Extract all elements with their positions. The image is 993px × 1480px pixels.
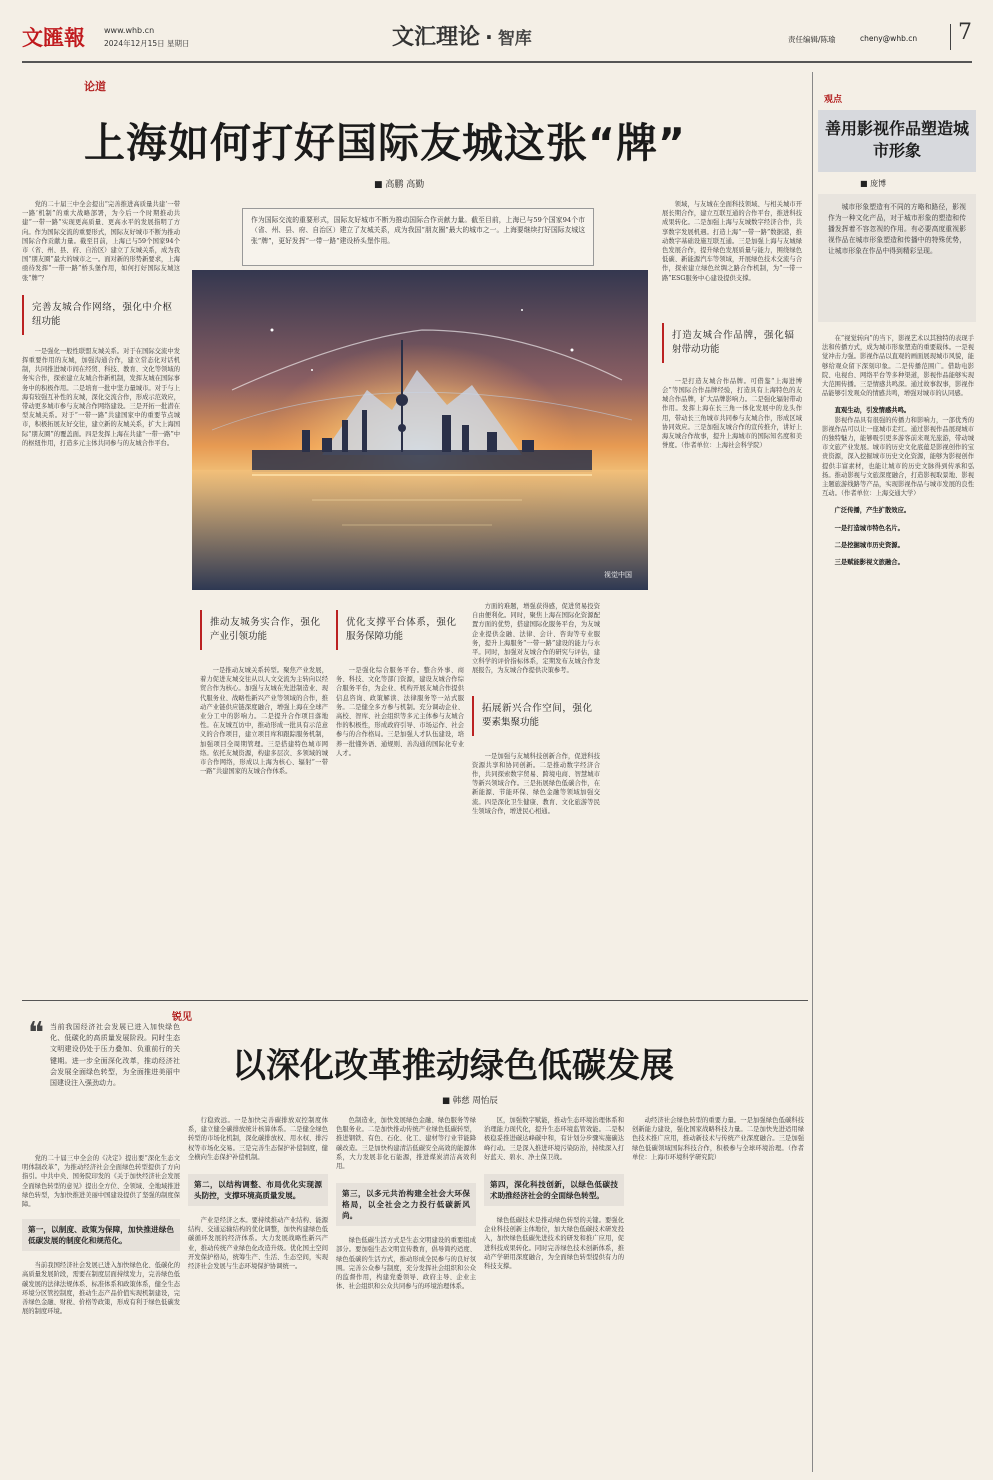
article1-subhead-1: 完善友城合作网络，强化中介枢纽功能 — [22, 295, 180, 335]
page-number: 7 — [958, 20, 972, 45]
article3-col1 — [22, 1154, 180, 1472]
article2-intro: 城市形象塑造有不同的方略和路径，影视作为一种文化产品，对于城市形象的塑造和传播发挥着不容忽视的作用。有必要高度重视影视作品在城市形象塑造和传播中的特殊优势，让城市形象在作品中得到精彩呈现。 — [828, 203, 966, 255]
masthead-editor: 责任编辑/陈瑜 — [788, 35, 836, 44]
article-green-development — [22, 1004, 808, 1474]
article2-title-box — [818, 110, 976, 172]
article3-lead: 当前我国经济社会发展已进入加快绿色化、低碳化的高质量发展阶段。同时生态文明建设仍处于压力叠加、负重前行的关键期。进一步全面深化改革，推动经济社会发展全面绿色转型，为全面推进美丽中国建设注入强劲动力。 — [50, 1023, 180, 1088]
article3-col5-body: 动经济社会绿色转型的重要力量。一是加强绿色低碳科技创新能力建设，强化国家战略科技力量。二是加快先进适用绿色技术推广应用，推动新技术与传统产业深度融合。三是加强绿色低碳领域国际科技合作，积极参与全球环境治理。（作者单位：上海市环境科学研究院） — [632, 1117, 804, 1161]
section-divider — [22, 1000, 808, 1001]
article1-col4 — [472, 602, 600, 982]
article3-col2 — [188, 1116, 328, 1472]
article1-col3 — [336, 602, 464, 982]
article1-title: 上海如何打好国际友城这张“牌” — [84, 119, 686, 167]
masthead-url[interactable]: www.whb.cn — [104, 26, 155, 35]
article2-body-text-2: 影视作品具有很强的传播力和影响力，一部优秀的影视作品可以让一座城市走红。通过影视作品展现城市的独特魅力，能够吸引更多游客前来观光旅游，带动城市文旅产业发展。城市的历史文化底蕴是影视创作的宝贵资源，深入挖掘城市历史文化资源，能够为影视创作提供丰富素材，也能让城市的历史文脉得到传承和弘扬。推动影视与文旅深度融合，打造影视取景地、影视主题旅游线路等产品，实现影视作品与城市发展的良性互动。（作者单位：上海交通大学） — [822, 416, 974, 498]
article3-col2-body-b: 产业是经济之本。要持续推动产业结构、能源结构、交通运输结构的优化调整，加快构建绿色低碳循环发展的经济体系。大力发展战略性新兴产业，推动传统产业绿色化改造升级。优化国土空间开发保护格局，统筹生产、生活、生态空间，实现经济社会发展与生态环境保护协调统一。 — [188, 1217, 328, 1271]
article1-col2-body: 一是推动友城关系转型。聚焦产业发展，着力促进友城交往从以人文交流为主转向以经贸合作为核心。加强与友城在先进制造业、现代服务业、战略性新兴产业等领域的合作，推动产业链供应链深度融合，增强上海在全球产业分工中的影响力。二是提升合作项目落地性。在友城互访中，推动形成一批具有示范意义的合作项目，建立项目库和跟踪服务机制，加强项目全周期管理。三是搭建特色城市网络。依托友城资源，构建多层次、多领域的城市合作网络，形成以上海为核心、辐射“一带一路”共建国家的友城合作体系。 — [200, 667, 328, 776]
article2-bold-1: 直观生动，引发情感共鸣。 — [834, 407, 911, 415]
article3-col4 — [484, 1116, 624, 1472]
masthead-date: 2024年12月15日 星期日 — [104, 39, 190, 48]
article1-subhead-4: 打造友城合作品牌，强化辐射带动功能 — [662, 323, 802, 363]
article2-title: 善用影视作品塑造城市形象 — [824, 119, 969, 160]
article-international-cities — [22, 72, 808, 992]
article1-image-caption: 视觉中国 — [604, 571, 632, 579]
article3-col1-body: 党的二十届三中全会的《决定》提出要“深化生态文明体制改革”，为推动经济社会全面绿色转型提供了方向指引。中共中央、国务院印发的《关于加快经济社会发展全面绿色转型的意见》提出全方位、全领域、全地域推进绿色转型，为加快推进美丽中国建设提供了坚强的制度保障。 — [22, 1155, 180, 1209]
article3-subhead-4: 第四，深化科技创新，以绿色低碳技术助推经济社会的全面绿色转型。 — [484, 1174, 624, 1206]
article3-col4-body-b: 绿色低碳技术是推动绿色转型的关键。要强化企业科技创新主体地位，加大绿色低碳技术研发投入，加快绿色低碳先进技术的研发和推广应用，促进科技成果转化。同时完善绿色技术创新体系，推动产学研用深度融合，为全面绿色转型提供有力的科技支撑。 — [484, 1217, 624, 1271]
section-subname: 智库 — [497, 29, 532, 49]
article1-col5 — [662, 200, 802, 980]
masthead — [0, 0, 993, 66]
article1-col5-body-b: 一是打造友城合作品牌。可借鉴“上海进博会”等国际合作品牌经验，打造具有上海特色的友城合作品牌，扩大品牌影响力。二是强化辐射带动作用。发挥上海在长三角一体化发展中的龙头作用，带动长三角城市共同参与友城合作，形成区域协同效应。三是加强友城合作的宣传推介，讲好上海友城合作故事，提升上海城市的国际知名度和美誉度。（作者单位：上海社会科学院） — [662, 377, 802, 450]
article3-subhead-1: 第一，以制度、政策为保障，加快推进绿色低碳发展的制度化和规范化。 — [22, 1219, 180, 1251]
article1-col4-body: 方面的难题，增强获得感，促进贸易投资自由便利化。同时，聚焦上海在国际化资源配置方面的优势，搭建国际化服务平台，为友城企业提供金融、法律、会计、咨询等专业服务，提升上海服务“一带一路”建设的能力与水平。同时，加强对友城合作的研究与评估，建立科学的评价指标体系，定期发布友城合作发展报告，为友城合作提供决策参考。 — [472, 603, 600, 675]
masthead-rule — [22, 61, 972, 63]
article2-bold-2: 广泛传播，产生扩散效应。 — [834, 507, 911, 515]
article1-lead-box — [242, 208, 594, 266]
article2-intro-box — [818, 194, 976, 322]
article2-bold-5: 三是赋能影视文旅融合。 — [834, 559, 904, 567]
article1-col1 — [22, 200, 180, 980]
article1-tag: 论道 — [84, 80, 106, 93]
article1-subhead-2: 推动友城务实合作，强化产业引领功能 — [200, 610, 328, 650]
article3-subhead-2: 第二，以结构调整、布局优化实现源头防控，支撑环境高质量发展。 — [188, 1174, 328, 1206]
article1-intro-paragraph: 党的二十届三中全会提出“完善推进高质量共建‘一带一路’机制”的重大战略部署，为今后一个时期推动共建“一带一路”实现更高质量、更高水平的发展指明了方向。作为国际交流的重要形式，国际友好城市不断为推动国际合作贡献力量。截至目前，上海已与59个国家94个市（省、州、县、府、自治区）建立了友城关系，成为我国“朋友圈”最大的城市之一。面对新的形势新要求，上海亟待发挥“一带一路”桥头堡作用，如何打好国际友城这张“牌”？ — [22, 201, 180, 282]
article2-tag: 观点 — [824, 95, 843, 105]
masthead-divider-v — [950, 24, 951, 50]
section-title — [392, 20, 532, 51]
section-name: 文汇理论 — [392, 25, 481, 50]
article3-col3-body-b: 绿色低碳生活方式是生态文明建设的重要组成部分。要加强生态文明宣传教育，倡导简约适度、绿色低碳的生活方式，推动形成全民参与的良好氛围。完善公众参与制度，充分发挥社会组织和公众的监督作用，构建党委领导、政府主导、企业主体、社会组织和公众共同参与的环境治理体系。 — [336, 1237, 476, 1291]
article1-lead: 作为国际交流的重要形式，国际友好城市不断为推动国际合作贡献力量。截至目前，上海已与59个国家94个市（省、州、县、府、自治区）建立了友城关系，成为我国“朋友圈”最大的城市之一。上海要继续打好国际友城这张“牌”，更好发挥“一带一路”建设桥头堡作用。 — [251, 216, 585, 245]
article2-bold-3: 一是打造城市特色名片。 — [834, 524, 904, 532]
article1-col1-body: 一是强化一般性联盟友城关系。对于在国际交流中发挥重要作用的友城，加强沟通合作，建立常态化对话机制，共同推进城市间在经贸、科技、教育、文化等领域的务实合作，探索建立友城合作新机制，发挥友城在国际事务中的积极作用。二是培育一批中坚力量城市。对于与上海有较强互补性的友城，深化交流合作，形成示范效应，带动更多城市参与友城合作网络建设。三是开拓一批潜在型友城关系。对于“一带一路”共建国家中的重要节点城市，积极拓展友好交往，建立新的友城关系，扩大上海国际“朋友圈”的覆盖面。四是发挥上海在共建“一带一路”中的枢纽作用，打造多元主体共同参与的友城合作平台。 — [22, 347, 180, 447]
article3-title: 以深化改革推动绿色低碳发展 — [232, 1046, 674, 1086]
cityscape-illustration — [192, 270, 648, 590]
masthead-logo[interactable]: 文匯報 — [22, 25, 85, 50]
article3-col2-body: 行稳致远。一是加快完善碳排放双控制度体系，建立健全碳排放统计核算体系。二是健全绿色转型的市场化机制，深化碳排放权、用水权、排污权等市场化交易。三是完善生态保护补偿制度，健全横向生态保护补偿机制。 — [188, 1117, 328, 1161]
article3-quote-icon: ❝ — [28, 1016, 45, 1051]
article1-col4-body-b: 一是加强与友城科技创新合作，促进科技资源共享和协同创新。二是推动数字经济合作，共同探索数字贸易、跨境电商、智慧城市等新兴领域合作。三是拓展绿色低碳合作，在新能源、节能环保、绿色金融等领域加强交流。四是深化卫生健康、教育、文化旅游等民生领域合作，增进民心相通。 — [472, 752, 600, 815]
article2-body — [822, 334, 974, 1454]
article1-col5-body: 领域，与友城在全面科技领域、与相关城市开展长期合作，建立互联互通的合作平台，推进科技成果转化。二是加强上海与友城数字经济合作，共享数字发展机遇。打造上海“一带一路”数据港，推动数字基础设施互联互通。三是加强上海与友城绿色发展合作，提升绿色发展质量与能力，围绕绿色低碳、新能源汽车等领域，开展绿色技术交流与合作，探索建立绿色丝绸之路合作机制，为“一带一路”ESG服务中心建设提供支撑。 — [662, 201, 802, 282]
article3-author: ■ 韩慈 周怡辰 — [442, 1096, 498, 1106]
article1-subhead-3: 优化支撑平台体系，强化服务保障功能 — [336, 610, 464, 650]
article1-col2 — [200, 602, 328, 982]
article1-author: ■ 高鹏 高勤 — [374, 180, 425, 190]
masthead-email[interactable]: cheny@whb.cn — [860, 34, 918, 43]
article2-bold-4: 二是挖掘城市历史资源。 — [834, 541, 904, 549]
article1-cityscape-image — [192, 270, 648, 590]
article3-col1-body-b: 当前我国经济社会发展已进入加快绿色化、低碳化的高质量发展阶段，需要在制度层面持续发力，完善绿色低碳发展的法律法规体系、标准体系和政策体系，健全生态环境分区管控制度，推动生态产品价值实现机制建设，完善绿色金融、财税、价格等政策，形成有利于绿色低碳发展的制度环境。 — [22, 1262, 180, 1316]
article3-col3 — [336, 1116, 476, 1472]
article3-col4-body: 区，加强数字赋能，推动生态环境治理体系和治理能力现代化，提升生态环境监管效能。二是积极稳妥推进碳达峰碳中和，有计划分步骤实施碳达峰行动。三是深入推进环境污染防治，持续深入打好蓝天、碧水、净土保卫战。 — [484, 1117, 624, 1161]
article2-author: ■ 庞博 — [860, 179, 887, 188]
article2-body-text: 在“视觉转向”的当下，影视艺术以其独特的表现手法和传播方式，成为城市形象塑造的重要载体。一是视觉冲击力强。影视作品以直观的画面展现城市风貌，能够给观众留下深刻印象。二是传播范围广。借助电影院、电视台、网络平台等多种渠道，影视作品能够实现大范围传播。三是情感共鸣深。通过故事叙事，影视作品能够引发观众的情感共鸣，增强对城市的认同感。 — [822, 335, 974, 398]
section-dot: · — [485, 25, 493, 49]
article1-subhead-5: 拓展新兴合作空间，强化要素集聚功能 — [472, 696, 600, 736]
article3-col5 — [632, 1116, 804, 1472]
article1-col3-body: 一是强化综合服务平台。整合外事、商务、科技、文化等部门资源，建设友城合作综合服务平台，为企业、机构开展友城合作提供信息咨询、政策解读、法律服务等一站式服务。二是健全多方参与机制。充分调动企业、高校、智库、社会组织等多元主体参与友城合作的积极性，形成政府引导、市场运作、社会参与的合作格局。三是加强人才队伍建设，培养一批懂外语、通规则、善沟通的国际化专业人才。 — [336, 667, 464, 757]
article-film-city-image — [818, 90, 976, 1470]
article3-col3-body: 色制造业，加快发展绿色金融、绿色服务等绿色服务业。二是加快推动传统产业绿色低碳转型，推进钢铁、有色、石化、化工、建材等行业节能降碳改造。三是加快构建清洁低碳安全高效的能源体系，大力发展非化石能源，推进煤炭清洁高效利用。 — [336, 1117, 476, 1171]
column-divider — [812, 72, 813, 1472]
article3-subhead-3: 第三，以多元共治构建全社会大环保格局，以全社会之力投行低碳新风尚。 — [336, 1183, 476, 1226]
article3-tag: 锐见 — [172, 1012, 192, 1023]
